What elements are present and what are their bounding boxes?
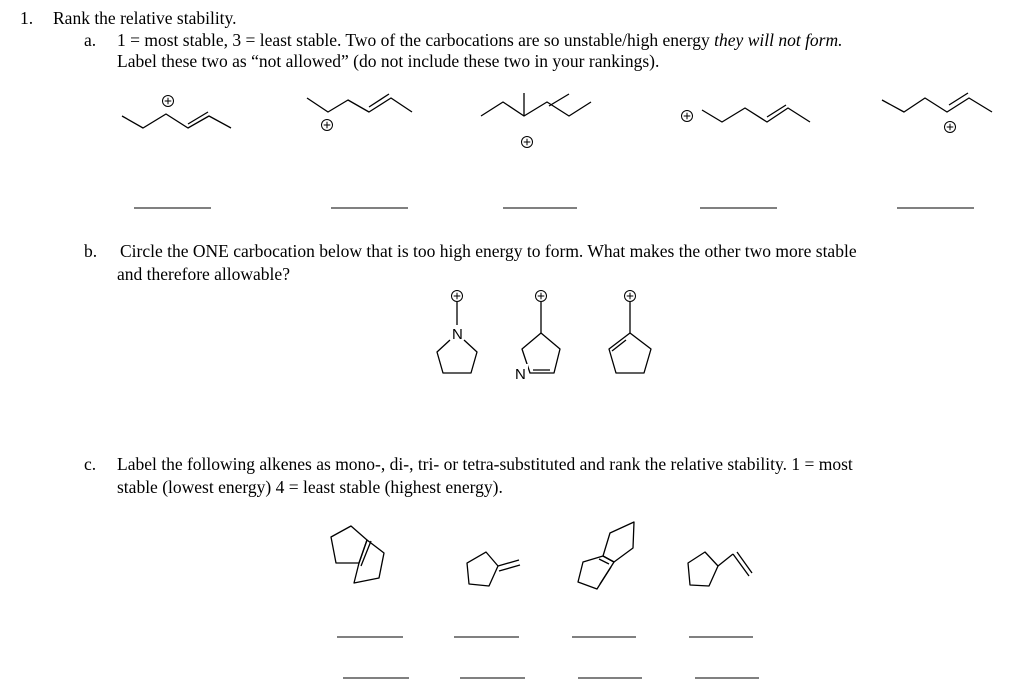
carbocation-a4[interactable] (682, 105, 811, 122)
alkene-c2-methylenecyclopentane[interactable] (467, 552, 520, 586)
question-number: 1. (20, 8, 34, 28)
carbocation-a1[interactable] (122, 96, 231, 129)
alkene-c3-fused-bicyclic[interactable] (578, 522, 634, 589)
part-a-letter: a. (84, 30, 97, 50)
part-b-line1: Circle the ONE carbocation below that is too high energy to form. What makes the other two more stable (120, 241, 857, 261)
positive-charge-icon (163, 96, 174, 107)
question-title: Rank the relative stability. (53, 8, 237, 28)
nitrogen-label-b2: N (515, 366, 526, 383)
part-a-line2: Label these two as “not allowed” (do not include these two in your rankings). (117, 51, 660, 71)
alkene-c4-vinylcyclopentane[interactable] (688, 552, 752, 586)
part-b-letter: b. (84, 241, 98, 261)
carbocation-b2-pyrroline[interactable] (513, 291, 560, 384)
carbocation-a3[interactable] (481, 93, 591, 148)
nitrogen-label-b1: N (452, 326, 463, 343)
positive-charge-icon (682, 111, 693, 122)
part-c-letter: c. (84, 454, 97, 474)
positive-charge-icon (945, 122, 956, 133)
positive-charge-icon (536, 291, 547, 302)
carbocation-b1-pyrrolidine[interactable] (437, 291, 477, 374)
part-a-emphasis: they will not form. (714, 30, 843, 50)
carbocation-a5[interactable] (882, 93, 992, 133)
part-c-line1: Label the following alkenes as mono-, di-, tri- or tetra-substituted and rank the relative stability. 1 = most (117, 454, 853, 474)
part-b-line2: and therefore allowable? (117, 264, 290, 284)
positive-charge-icon (452, 291, 463, 302)
alkene-c1-bicyclic-tetrasubstituted[interactable] (331, 526, 384, 583)
positive-charge-icon (522, 137, 533, 148)
carbocation-b3-cyclopentene[interactable] (609, 291, 651, 374)
part-c-line2: stable (lowest energy) 4 = least stable (highest energy). (117, 477, 503, 497)
carbocation-a2[interactable] (307, 94, 412, 131)
positive-charge-icon (322, 120, 333, 131)
positive-charge-icon (625, 291, 636, 302)
part-a-line1-text: 1 = most stable, 3 = least stable. Two of the carbocations are so unstable/high energy (117, 30, 715, 50)
